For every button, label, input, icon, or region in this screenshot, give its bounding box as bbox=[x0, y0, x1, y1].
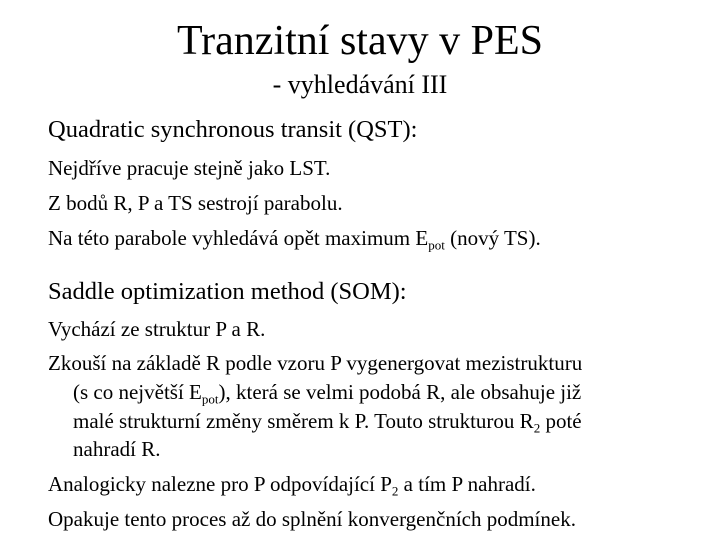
som-line-3-tail: ), která se velmi podobá R, ale obsahuje již bbox=[218, 380, 582, 404]
som-line-1: Vychází ze struktur P a R. bbox=[48, 317, 266, 341]
som-line-5: nahradí R. bbox=[73, 437, 161, 461]
qst-line-3 bbox=[48, 225, 541, 251]
som-line-4-tail: poté bbox=[540, 409, 582, 433]
qst-line-3-tail: (nový TS). bbox=[444, 226, 541, 250]
som-line-3-subscript: pot bbox=[201, 391, 219, 407]
slide-subtitle: - vyhledávání III bbox=[272, 70, 448, 99]
som-line-4-subscript: 2 bbox=[533, 420, 541, 436]
som-line-6-text: Analogicky nalezne pro P odpovídající P bbox=[48, 472, 392, 496]
som-line-2: Zkouší na základě R podle vzoru P vygenergovat mezistrukturu bbox=[48, 351, 583, 375]
som-line-4 bbox=[73, 408, 582, 434]
som-line-6 bbox=[48, 471, 536, 497]
slide-title: Tranzitní stavy v PES bbox=[177, 18, 543, 64]
qst-heading: Quadratic synchronous transit (QST): bbox=[48, 116, 418, 143]
qst-line-2: Z bodů R, P a TS sestrojí parabolu. bbox=[48, 191, 343, 215]
som-line-4-text: malé strukturní změny směrem k P. Touto strukturou R bbox=[73, 409, 534, 433]
som-line-7: Opakuje tento proces až do splnění konvergenčních podmínek. bbox=[48, 507, 576, 531]
qst-line-1: Nejdříve pracuje stejně jako LST. bbox=[48, 156, 331, 180]
som-line-6-subscript: 2 bbox=[391, 483, 399, 499]
som-line-3 bbox=[73, 379, 581, 405]
som-line-3-text: (s co největší E bbox=[73, 380, 202, 404]
som-line-6-tail: a tím P nahradí. bbox=[398, 472, 536, 496]
qst-line-3-subscript: pot bbox=[428, 237, 445, 253]
qst-line-3-text: Na této parabole vyhledává opět maximum E bbox=[48, 226, 429, 250]
som-heading: Saddle optimization method (SOM): bbox=[48, 278, 407, 305]
